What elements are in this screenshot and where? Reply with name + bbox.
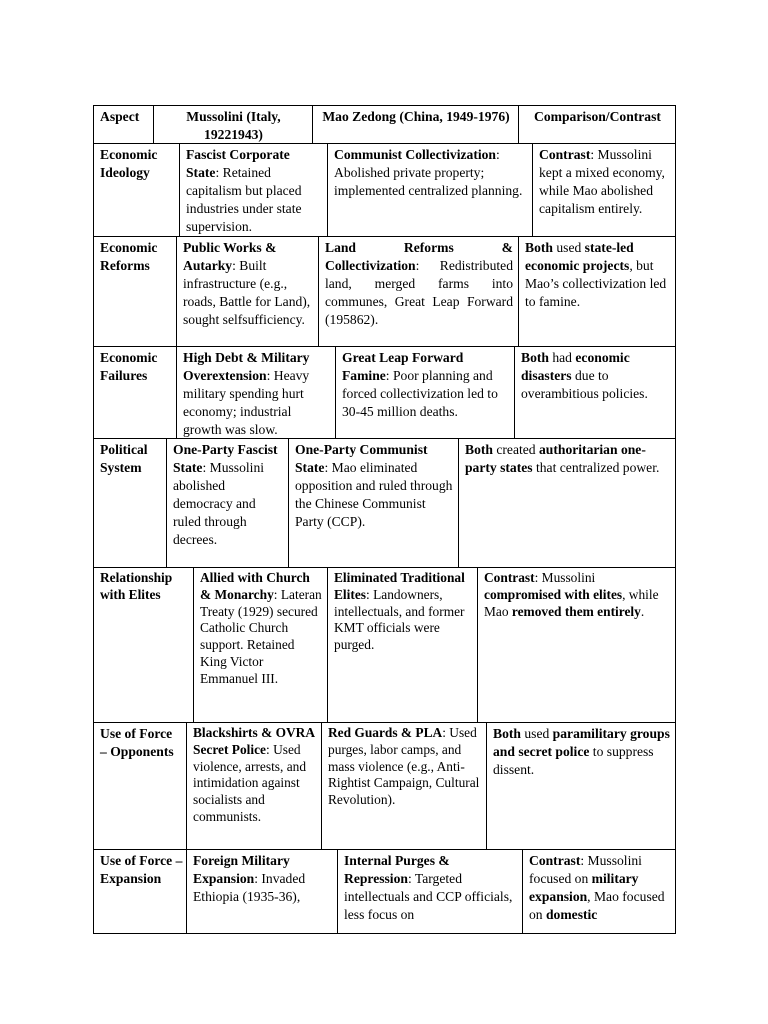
row-aspect: Political System [100,442,148,475]
mao-cell: Internal Purges & Repression: Targeted intellectuals and CCP officials, less focus on [337,850,522,933]
mao-cell: Red Guards & PLA: Used purges, labor camps, and mass violence (e.g., Anti-Rightist Campaign, Cultural Revolution). [321,723,486,849]
row-aspect: Use of Force – Expansion [100,853,183,886]
header-mao: Mao Zedong (China, 1949-1976) [312,106,518,143]
mussolini-cell: Foreign Military Expansion: Invaded Ethiopia (1935-36), [186,850,337,933]
mussolini-cell: Fascist Corporate State: Retained capitalism but placed industries under state supervision. [179,144,327,236]
mao-cell: Great Leap Forward Famine: Poor planning and forced collectivization led to 30-45 million deaths. [335,347,514,438]
comparison-table [93,105,676,934]
table-row [93,567,676,722]
mussolini-cell: Public Works & Autarky: Built infrastructure (e.g., roads, Battle for Land), sought selfsufficiency. [176,237,318,346]
comparison-cell: Both created authoritarian one-party states that centralized power. [458,439,675,567]
comparison-cell: Both used paramilitary groups and secret police to suppress dissent. [486,723,675,849]
comparison-cell: Contrast: Mussolini compromised with elites, while Mao removed them entirely. [477,568,675,722]
header-comparison: Comparison/Contrast [518,106,675,143]
mao-cell: Communist Collectivization: Abolished private property; implemented centralized planning. [327,144,532,236]
comparison-cell: Both had economic disasters due to overambitious policies. [514,347,675,438]
mussolini-cell: High Debt & Military Overextension: Heavy military spending hurt economy; industrial growth was slow. [176,347,335,438]
comparison-cell: Both used state-led economic projects, but Mao’s collectivization led to famine. [518,237,675,346]
header-row [93,105,676,143]
row-aspect: Relationship with Elites [100,570,173,602]
row-aspect: Economic Reforms [100,240,158,273]
row-aspect: Use of Force – Opponents [100,726,174,759]
row-aspect: Economic Failures [100,350,158,383]
comparison-cell: Contrast: Mussolini kept a mixed economy, while Mao abolished capitalism entirely. [532,144,675,236]
table-row [93,346,676,438]
comparison-cell: Contrast: Mussolini focused on military expansion, Mao focused on domestic [522,850,675,933]
table-row [93,143,676,236]
mao-cell: Eliminated Traditional Elites: Landowners, intellectuals, and former KMT officials were purged. [327,568,477,722]
mussolini-cell: One-Party Fascist State: Mussolini abolished democracy and ruled through decrees. [166,439,288,567]
header-aspect: Aspect [100,109,140,124]
mussolini-cell: Allied with Church & Monarchy: Lateran Treaty (1929) secured Catholic Church support. Retained King Victor Emmanuel III. [193,568,327,722]
mussolini-cell: Blackshirts & OVRA Secret Police: Used violence, arrests, and intimidation against socialists and communists. [186,723,321,849]
table-row [93,722,676,849]
table-row [93,849,676,934]
table-row [93,236,676,346]
mao-cell: One-Party Communist State: Mao eliminated opposition and ruled through the Chinese Communist Party (CCP). [288,439,458,567]
mao-cell: Land Reforms & Collectivization: Redistributed land, merged farms into communes, Great Leap Forward (195862). [318,237,518,346]
header-mussolini: Mussolini (Italy, 19221943) [153,106,312,143]
row-aspect: Economic Ideology [100,147,158,180]
table-row [93,438,676,567]
